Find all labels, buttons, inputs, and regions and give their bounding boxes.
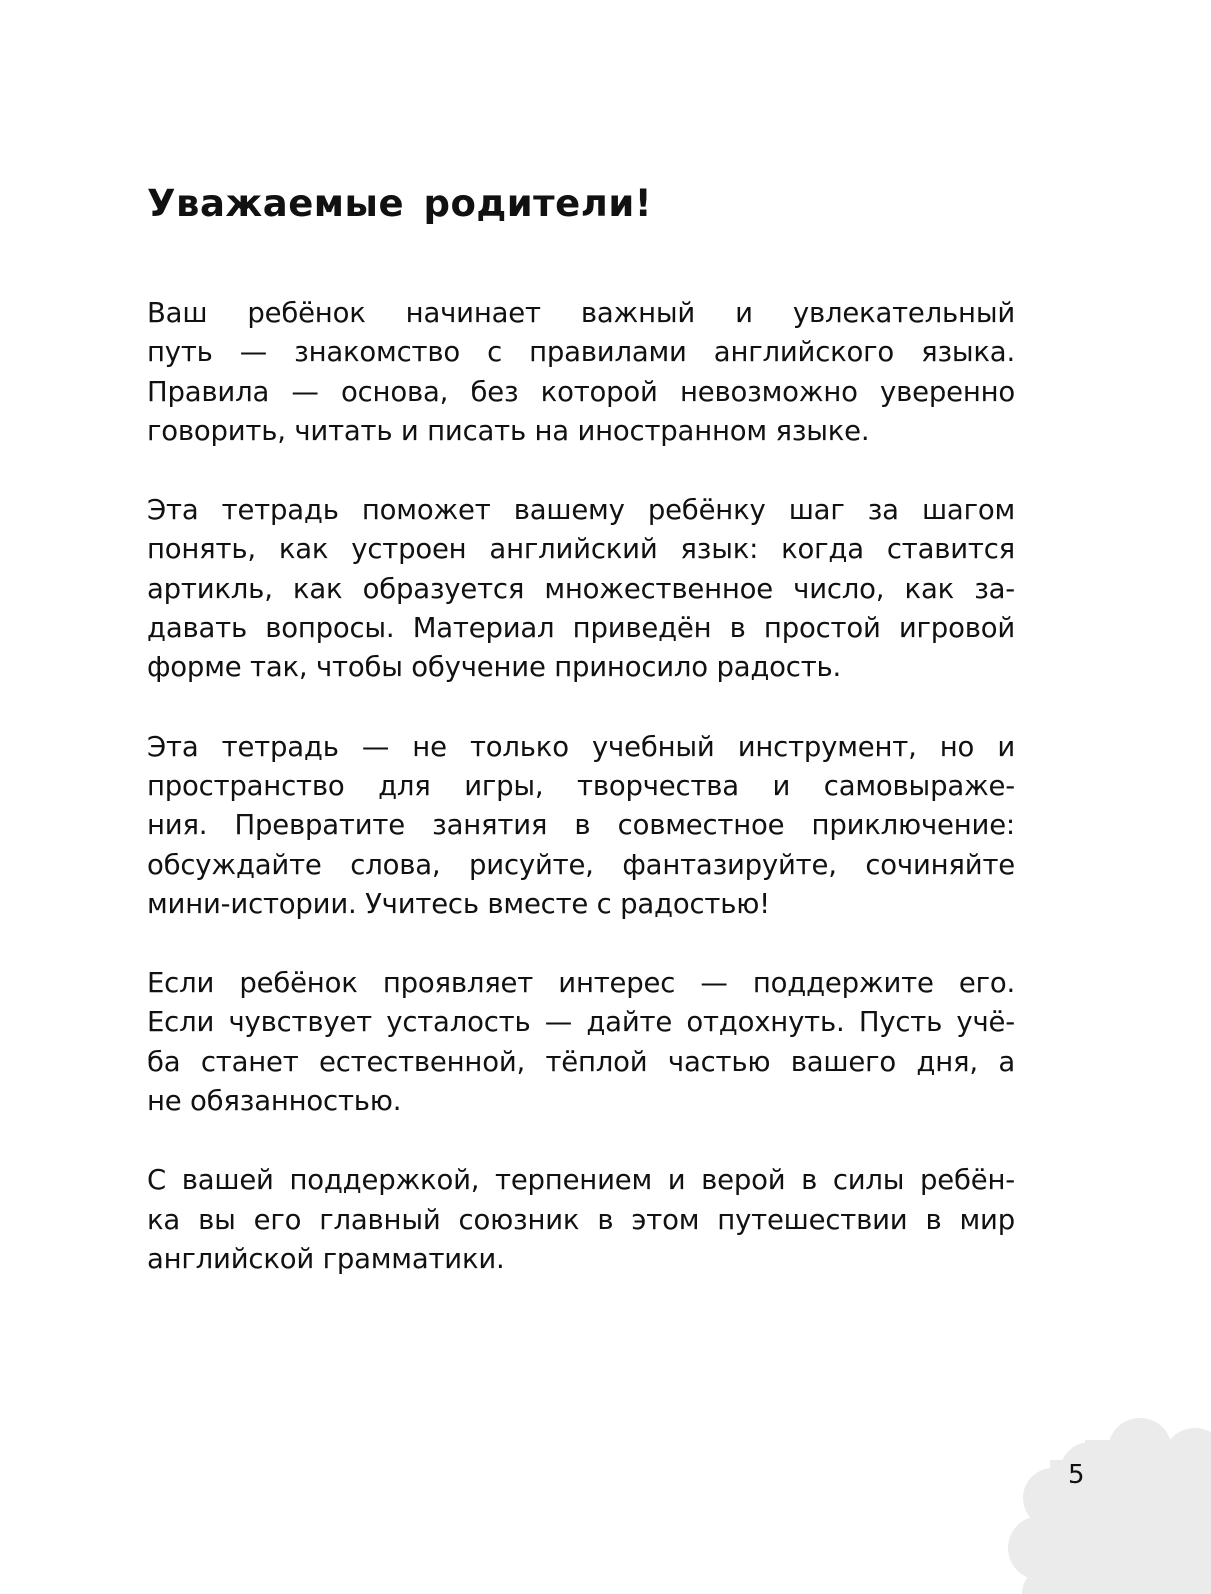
text-line: мини-истории. Учитесь вместе с радостью! [147, 887, 770, 920]
paragraph [147, 491, 1015, 687]
text-line: ка вы его главный союзник в этом путешествии в мир [147, 1203, 1015, 1236]
text-line: английской грамматики. [147, 1242, 505, 1275]
text-line: говорить, читать и писать на иностранном языке. [147, 414, 870, 447]
letter-body [147, 294, 1015, 1319]
text-line: артикль, как образуется множественное число, как за- [147, 572, 1015, 605]
text-line: обсуждайте слова, рисуйте, фантазируйте, сочиняйте [147, 848, 1015, 881]
text-line: ния. Превратите занятия в совместное приключение: [147, 809, 1015, 842]
text-line: Эта тетрадь поможет вашему ребёнку шаг за шагом [147, 494, 1015, 527]
text-line: пространство для игры, творчества и самовыраже- [147, 769, 1015, 802]
cloud-decoration [990, 1380, 1211, 1594]
text-line: не обязанностью. [147, 1085, 402, 1118]
page-title: Уважаемые родители! [147, 182, 653, 225]
paragraph [147, 1161, 1015, 1279]
paragraph [147, 728, 1015, 924]
text-line: путь — знакомство с правилами английского языка. [147, 336, 1015, 369]
text-line: С вашей поддержкой, терпением и верой в силы ребён- [147, 1164, 1015, 1197]
text-line: давать вопросы. Материал приведён в простой игровой [147, 612, 1015, 645]
text-line: Если ребёнок проявляет интерес — поддержите его. [147, 967, 1015, 1000]
text-line: ба станет естественной, тёплой частью вашего дня, а [147, 1045, 1015, 1078]
text-line: Если чувствует усталость — дайте отдохнуть. Пусть учё- [147, 1006, 1015, 1039]
page-number: 5 [1068, 1460, 1085, 1490]
text-line: Эта тетрадь — не только учебный инструмент, но и [147, 730, 1015, 763]
paragraph [147, 294, 1015, 451]
text-line: форме так, чтобы обучение приносило радость. [147, 651, 842, 684]
text-line: Ваш ребёнок начинает важный и увлекательный [147, 297, 1015, 329]
text-line: понять, как устроен английский язык: когда ставится [147, 533, 1015, 566]
paragraph [147, 964, 1015, 1121]
text-line: Правила — основа, без которой невозможно уверенно [147, 375, 1015, 408]
